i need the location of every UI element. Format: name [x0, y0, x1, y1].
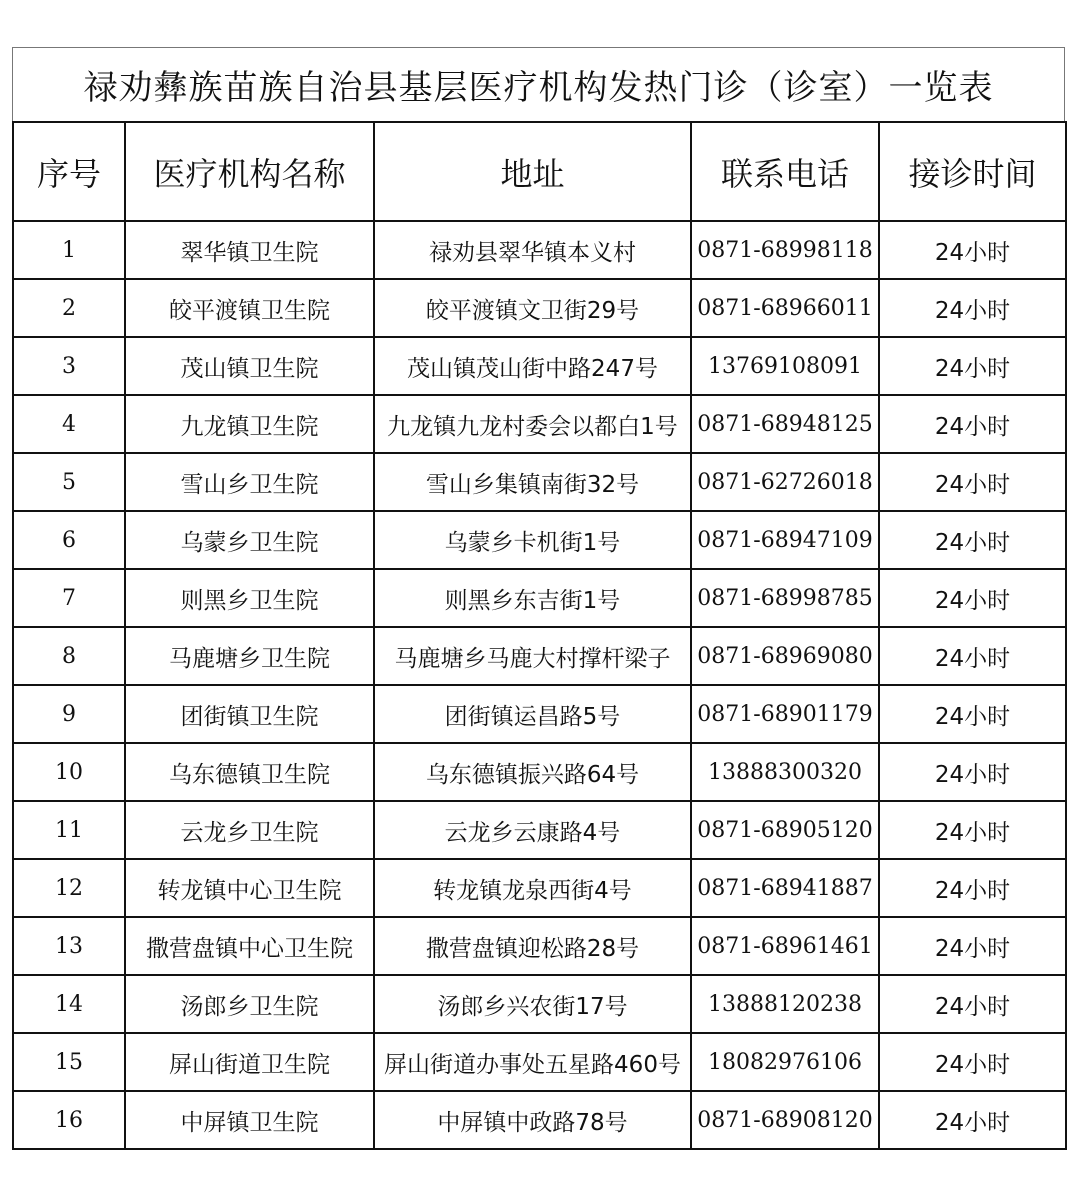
- cell-address: 转龙镇龙泉西街4号: [374, 859, 691, 917]
- cell-no: 16: [13, 1091, 125, 1149]
- header-name: 医疗机构名称: [125, 122, 374, 221]
- cell-hours: 24小时: [879, 743, 1066, 801]
- cell-address: 乌蒙乡卡机街1号: [374, 511, 691, 569]
- cell-address: 茂山镇茂山街中路247号: [374, 337, 691, 395]
- cell-name: 乌东德镇卫生院: [125, 743, 374, 801]
- cell-phone: 0871-68908120: [691, 1091, 879, 1149]
- cell-no: 15: [13, 1033, 125, 1091]
- cell-hours: 24小时: [879, 1033, 1066, 1091]
- table-row: [13, 917, 1066, 975]
- cell-hours: 24小时: [879, 453, 1066, 511]
- cell-hours: 24小时: [879, 685, 1066, 743]
- header-no: 序号: [13, 122, 125, 221]
- cell-phone: 0871-68905120: [691, 801, 879, 859]
- table-row: [13, 743, 1066, 801]
- cell-name: 雪山乡卫生院: [125, 453, 374, 511]
- table-row: [13, 1033, 1066, 1091]
- header-row: [13, 122, 1066, 221]
- cell-hours: 24小时: [879, 627, 1066, 685]
- cell-name: 屏山街道卫生院: [125, 1033, 374, 1091]
- cell-name: 云龙乡卫生院: [125, 801, 374, 859]
- cell-name: 翠华镇卫生院: [125, 221, 374, 279]
- cell-no: 8: [13, 627, 125, 685]
- table-row: [13, 569, 1066, 627]
- cell-hours: 24小时: [879, 279, 1066, 337]
- cell-address: 中屏镇中政路78号: [374, 1091, 691, 1149]
- cell-no: 11: [13, 801, 125, 859]
- table-row: [13, 279, 1066, 337]
- cell-phone: 13888120238: [691, 975, 879, 1033]
- cell-phone: 0871-68947109: [691, 511, 879, 569]
- table-row: [13, 337, 1066, 395]
- cell-address: 撒营盘镇迎松路28号: [374, 917, 691, 975]
- cell-address: 团街镇运昌路5号: [374, 685, 691, 743]
- cell-address: 屏山街道办事处五星路460号: [374, 1033, 691, 1091]
- cell-phone: 18082976106: [691, 1033, 879, 1091]
- cell-no: 9: [13, 685, 125, 743]
- cell-address: 禄劝县翠华镇本义村: [374, 221, 691, 279]
- table-row: [13, 627, 1066, 685]
- cell-no: 14: [13, 975, 125, 1033]
- cell-no: 6: [13, 511, 125, 569]
- cell-name: 撒营盘镇中心卫生院: [125, 917, 374, 975]
- cell-address: 则黑乡东吉街1号: [374, 569, 691, 627]
- cell-no: 3: [13, 337, 125, 395]
- cell-address: 乌东德镇振兴路64号: [374, 743, 691, 801]
- cell-address: 云龙乡云康路4号: [374, 801, 691, 859]
- table-row: [13, 801, 1066, 859]
- cell-hours: 24小时: [879, 511, 1066, 569]
- cell-name: 乌蒙乡卫生院: [125, 511, 374, 569]
- cell-hours: 24小时: [879, 337, 1066, 395]
- cell-no: 1: [13, 221, 125, 279]
- cell-phone: 0871-68961461: [691, 917, 879, 975]
- cell-phone: 0871-68941887: [691, 859, 879, 917]
- cell-name: 汤郎乡卫生院: [125, 975, 374, 1033]
- table-row: [13, 975, 1066, 1033]
- cell-no: 4: [13, 395, 125, 453]
- cell-address: 马鹿塘乡马鹿大村撑杆梁子: [374, 627, 691, 685]
- cell-phone: 13888300320: [691, 743, 879, 801]
- document-title: 禄劝彝族苗族自治县基层医疗机构发热门诊（诊室）一览表: [12, 47, 1065, 121]
- cell-hours: 24小时: [879, 975, 1066, 1033]
- clinic-table: [12, 121, 1067, 1150]
- header-phone: 联系电话: [691, 122, 879, 221]
- table-row: [13, 453, 1066, 511]
- cell-phone: 0871-68948125: [691, 395, 879, 453]
- cell-phone: 0871-68998118: [691, 221, 879, 279]
- cell-name: 九龙镇卫生院: [125, 395, 374, 453]
- table-row: [13, 221, 1066, 279]
- cell-address: 皎平渡镇文卫街29号: [374, 279, 691, 337]
- cell-name: 马鹿塘乡卫生院: [125, 627, 374, 685]
- cell-address: 雪山乡集镇南街32号: [374, 453, 691, 511]
- table-row: [13, 395, 1066, 453]
- cell-address: 九龙镇九龙村委会以都白1号: [374, 395, 691, 453]
- table-row: [13, 511, 1066, 569]
- cell-hours: 24小时: [879, 569, 1066, 627]
- cell-hours: 24小时: [879, 859, 1066, 917]
- table-row: [13, 859, 1066, 917]
- cell-hours: 24小时: [879, 801, 1066, 859]
- cell-name: 茂山镇卫生院: [125, 337, 374, 395]
- header-hours: 接诊时间: [879, 122, 1066, 221]
- cell-no: 10: [13, 743, 125, 801]
- cell-no: 12: [13, 859, 125, 917]
- cell-phone: 0871-68969080: [691, 627, 879, 685]
- cell-hours: 24小时: [879, 917, 1066, 975]
- cell-phone: 0871-62726018: [691, 453, 879, 511]
- table-row: [13, 685, 1066, 743]
- cell-no: 5: [13, 453, 125, 511]
- cell-name: 皎平渡镇卫生院: [125, 279, 374, 337]
- cell-address: 汤郎乡兴农街17号: [374, 975, 691, 1033]
- cell-no: 13: [13, 917, 125, 975]
- cell-name: 团街镇卫生院: [125, 685, 374, 743]
- document-sheet: [12, 47, 1065, 1150]
- table-body: [13, 221, 1066, 1149]
- header-address: 地址: [374, 122, 691, 221]
- table-row: [13, 1091, 1066, 1149]
- cell-phone: 13769108091: [691, 337, 879, 395]
- cell-no: 7: [13, 569, 125, 627]
- cell-name: 中屏镇卫生院: [125, 1091, 374, 1149]
- cell-phone: 0871-68901179: [691, 685, 879, 743]
- cell-phone: 0871-68966011: [691, 279, 879, 337]
- cell-hours: 24小时: [879, 395, 1066, 453]
- cell-hours: 24小时: [879, 221, 1066, 279]
- cell-phone: 0871-68998785: [691, 569, 879, 627]
- cell-hours: 24小时: [879, 1091, 1066, 1149]
- cell-no: 2: [13, 279, 125, 337]
- cell-name: 转龙镇中心卫生院: [125, 859, 374, 917]
- cell-name: 则黑乡卫生院: [125, 569, 374, 627]
